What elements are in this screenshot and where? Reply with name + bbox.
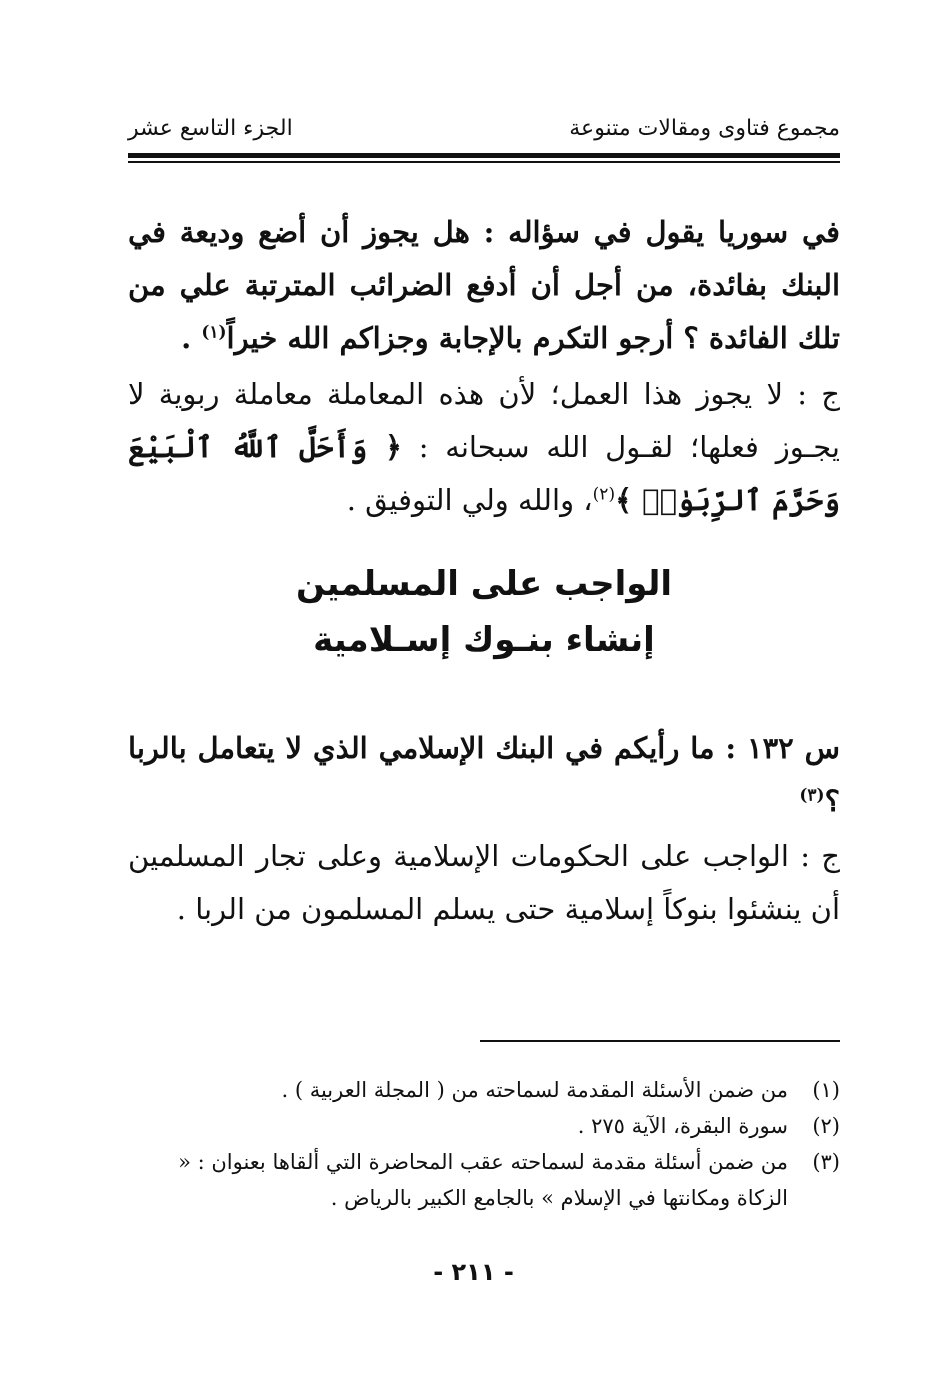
volume-label: الجزء التاسع عشر bbox=[128, 116, 293, 141]
footnote-ref-1[interactable]: (١) bbox=[201, 322, 227, 343]
answer-2-text: ج : الواجب على الحكومات الإسلامية وعلى تجار المسلمين أن ينشئوا بنوكاً إسلامية حتى يسلم المسلمون من الربا . bbox=[128, 839, 840, 926]
section-title-line-1: الواجب على المسلمين bbox=[295, 564, 673, 604]
footnote-number: (٢) bbox=[812, 1114, 840, 1138]
answer-1-text: ج : لا يجوز هذا العمل؛ لأن هذه المعاملة معاملة ربوية لا يجـوز فعلها؛ لقـول الله سبحانه : bbox=[128, 377, 840, 464]
header-rule-thick bbox=[128, 153, 840, 158]
footnote-item bbox=[128, 1072, 840, 1108]
footnote-separator bbox=[480, 1040, 840, 1042]
footnote-ref-3[interactable]: (٣) bbox=[799, 785, 825, 806]
footnote-item bbox=[128, 1144, 840, 1216]
footnote-number: (١) bbox=[812, 1078, 840, 1102]
footnotes bbox=[128, 1072, 840, 1216]
question-2-text: س ١٣٢ : ما رأيكم في البنك الإسلامي الذي لا يتعامل بالربا ؟ bbox=[128, 731, 840, 818]
footnote-text: من ضمن الأسئلة المقدمة لسماحته من ( المجلة العربية ) . bbox=[281, 1078, 788, 1102]
footnote-ref-2[interactable]: (٢) bbox=[592, 484, 616, 505]
footnote-item bbox=[128, 1108, 840, 1144]
answer-1-end: ، والله ولي التوفيق . bbox=[346, 483, 593, 517]
answer-2 bbox=[128, 830, 840, 936]
question-1-text: في سوريا يقول في سؤاله : هل يجوز أن أضع وديعة في البنك بفائدة، من أجل أن أدفع الضرائب المترتبة علي من تلك الفائدة ؟ أرجو التكرم بالإجابة وجزاكم الله خيراً bbox=[128, 215, 840, 355]
answer-1 bbox=[128, 368, 840, 527]
footnote-number: (٣) bbox=[812, 1150, 840, 1174]
question-1-end: . bbox=[181, 321, 202, 355]
footnote-text: سورة البقرة، الآية ٢٧٥ . bbox=[577, 1114, 788, 1138]
question-1 bbox=[128, 206, 840, 365]
footnote-text: من ضمن أسئلة مقدمة لسماحته عقب المحاضرة التي ألقاها بعنوان : « الزكاة ومكانتها في الإسلام » بالجامع الكبير بالرياض . bbox=[178, 1150, 788, 1210]
page-number: - ٢١١ - bbox=[433, 1258, 514, 1286]
header-rule-thin bbox=[128, 161, 840, 163]
quran-verse: ﴿ وَأَحَلَّ ٱللَّهُ ٱلْبَيْعَ وَحَرَّمَ ٱلرِّبَوٰا۟ ﴾ bbox=[128, 430, 840, 517]
book-title: مجموع فتاوى ومقالات متنوعة bbox=[569, 116, 840, 141]
question-2 bbox=[128, 722, 840, 828]
section-title-line-2: إنشاء بنـوك إسـلامية bbox=[313, 620, 655, 660]
running-header bbox=[128, 112, 840, 152]
